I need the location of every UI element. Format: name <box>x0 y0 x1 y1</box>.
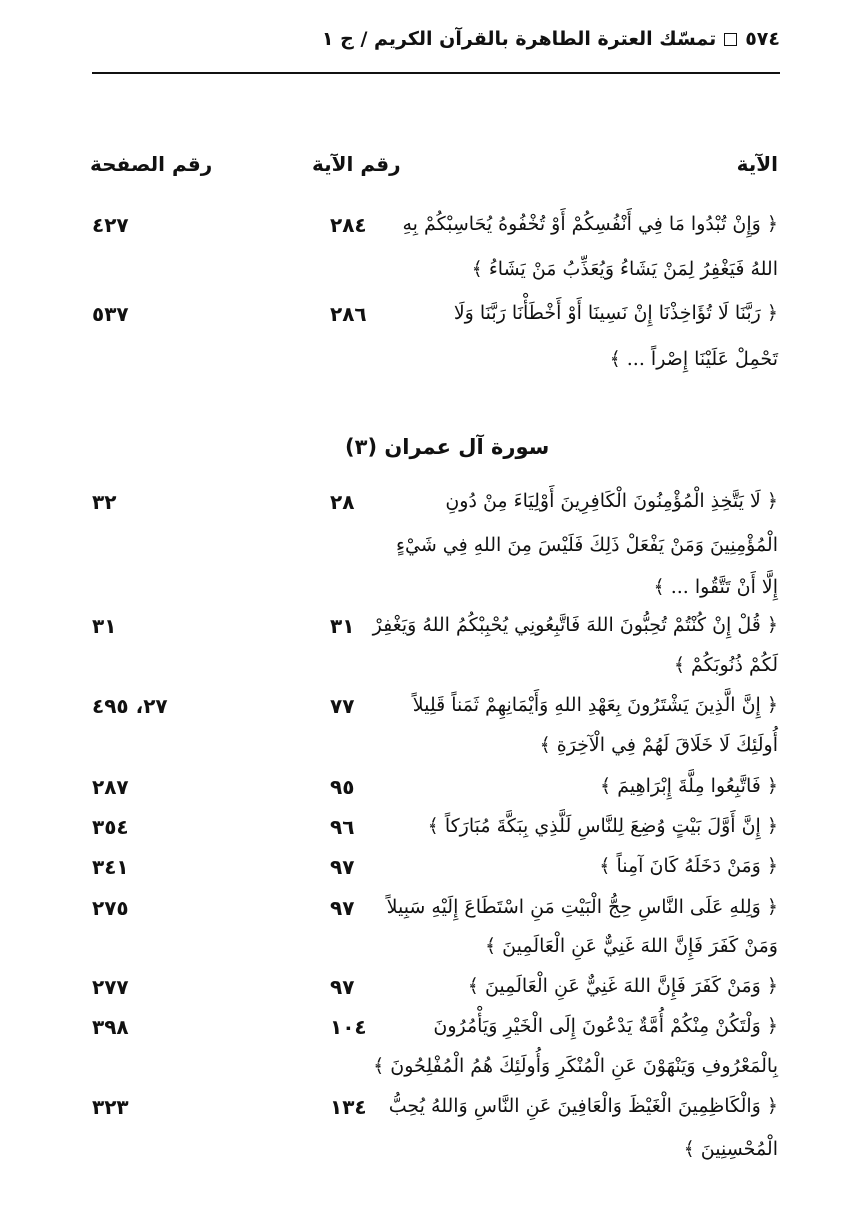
verse-line: أُولَئِكَ لَا خَلَاقَ لَهُمْ فِي الْآخِرَةِ ﴾ <box>539 734 778 756</box>
page-reference: ٢٧٧ <box>92 975 129 999</box>
ayah-number: ١٠٤ <box>330 1015 367 1039</box>
surah-heading: سورة آل عمران (٣) <box>345 435 550 459</box>
page-reference: ٣١ <box>92 614 117 638</box>
page-reference: ٥٣٧ <box>92 302 129 326</box>
page-reference: ٢٨٧ <box>92 775 129 799</box>
ayah-number: ٢٨٦ <box>330 302 367 326</box>
ayah-number: ٢٨ <box>330 490 355 514</box>
verse-line: ﴿ فَاتَّبِعُوا مِلَّةَ إِبْرَاهِيمَ ﴾ <box>600 775 778 797</box>
verse-line: ﴿ إِنَّ أَوَّلَ بَيْتٍ وُضِعَ لِلنَّاسِ لَلَّذِي بِبَكَّةَ مُبَارَكاً ﴾ <box>427 815 778 837</box>
verse-line: ﴿ وَمَنْ دَخَلَهُ كَانَ آمِناً ﴾ <box>599 855 778 877</box>
page-reference: ٣٥٤ <box>92 815 129 839</box>
page-reference: ٣٩٨ <box>92 1015 129 1039</box>
verse-line: الْمُحْسِنِينَ ﴾ <box>683 1138 778 1160</box>
column-header-page-number: رقم الصفحة <box>90 152 213 176</box>
verse-line: إِلَّا أَنْ تَتَّقُوا ... ﴾ <box>653 576 778 598</box>
column-header-ayah: الآية <box>736 152 778 176</box>
page-reference: ٣٢ <box>92 490 117 514</box>
verse-line: ﴿ وَلِلهِ عَلَى النَّاسِ حِجُّ الْبَيْتِ مَنِ اسْتَطَاعَ إِلَيْهِ سَبِيلاً <box>386 896 778 918</box>
page-reference: ٣٤١ <box>92 855 129 879</box>
page-reference: ٢٧٥ <box>92 896 129 920</box>
verse-line: اللهُ فَيَغْفِرُ لِمَنْ يَشَاءُ وَيُعَذِّبُ مَنْ يَشَاءُ ﴾ <box>471 258 778 280</box>
running-header <box>322 28 780 50</box>
column-header-ayah-number: رقم الآية <box>312 152 401 176</box>
verse-line: ﴿ وَإِنْ تُبْدُوا مَا فِي أَنْفُسِكُمْ أَوْ تُخْفُوهُ يُحَاسِبْكُمْ بِهِ <box>402 213 778 235</box>
verse-line: ﴿ قُلْ إِنْ كُنْتُمْ تُحِبُّونَ اللهَ فَاتَّبِعُونِي يُحْبِبْكُمُ اللهُ وَيَغْفِرْ <box>372 614 778 636</box>
verse-line: تَحْمِلْ عَلَيْنَا إِصْراً ... ﴾ <box>609 348 778 370</box>
ayah-number: ٩٥ <box>330 775 355 799</box>
ayah-number: ٧٧ <box>330 694 355 718</box>
ayah-number: ٣١ <box>330 614 355 638</box>
square-ornament-icon <box>724 33 737 46</box>
page-reference: ٣٢٣ <box>92 1095 129 1119</box>
header-rule <box>92 72 780 74</box>
ayah-number: ٩٦ <box>330 815 355 839</box>
verse-line: ﴿ لَا يَتَّخِذِ الْمُؤْمِنُونَ الْكَافِرِينَ أَوْلِيَاءَ مِنْ دُونِ <box>445 490 778 512</box>
verse-line: لَكُمْ ذُنُوبَكُمْ ﴾ <box>673 654 778 676</box>
verse-line: الْمُؤْمِنِينَ وَمَنْ يَفْعَلْ ذَلِكَ فَلَيْسَ مِنَ اللهِ فِي شَيْءٍ <box>396 534 778 556</box>
ayah-number: ٩٧ <box>330 975 355 999</box>
verse-line: ﴿ رَبَّنَا لَا تُؤَاخِذْنَا إِنْ نَسِينَا أَوْ أَخْطَأْنَا رَبَّنَا وَلَا <box>453 302 778 324</box>
ayah-number: ٩٧ <box>330 855 355 879</box>
ayah-number: ٩٧ <box>330 896 355 920</box>
page-reference: ٢٧، ٤٩٥ <box>92 694 168 718</box>
verse-line: ﴿ وَالْكَاظِمِينَ الْغَيْظَ وَالْعَافِينَ عَنِ النَّاسِ وَاللهُ يُحِبُّ <box>388 1095 778 1117</box>
verse-line: ﴿ وَمَنْ كَفَرَ فَإِنَّ اللهَ غَنِيٌّ عَنِ الْعَالَمِينَ ﴾ <box>467 975 778 997</box>
page-reference: ٤٢٧ <box>92 213 129 237</box>
ayah-number: ٢٨٤ <box>330 213 367 237</box>
verse-line: ﴿ وَلْتَكُنْ مِنْكُمْ أُمَّةٌ يَدْعُونَ إِلَى الْخَيْرِ وَيَأْمُرُونَ <box>433 1015 778 1037</box>
verse-line: وَمَنْ كَفَرَ فَإِنَّ اللهَ غَنِيٌّ عَنِ الْعَالَمِينَ ﴾ <box>484 935 778 957</box>
ayah-number: ١٣٤ <box>330 1095 367 1119</box>
header-page-number: ٥٧٤ <box>745 28 780 50</box>
header-title: تمسّك العترة الطاهرة بالقرآن الكريم / ج ١ <box>321 28 717 50</box>
verse-line: ﴿ إِنَّ الَّذِينَ يَشْتَرُونَ بِعَهْدِ اللهِ وَأَيْمَانِهِمْ ثَمَناً قَلِيلاً <box>412 694 778 716</box>
verse-line: بِالْمَعْرُوفِ وَيَنْهَوْنَ عَنِ الْمُنْكَرِ وَأُولَئِكَ هُمُ الْمُفْلِحُونَ ﴾ <box>373 1055 778 1077</box>
